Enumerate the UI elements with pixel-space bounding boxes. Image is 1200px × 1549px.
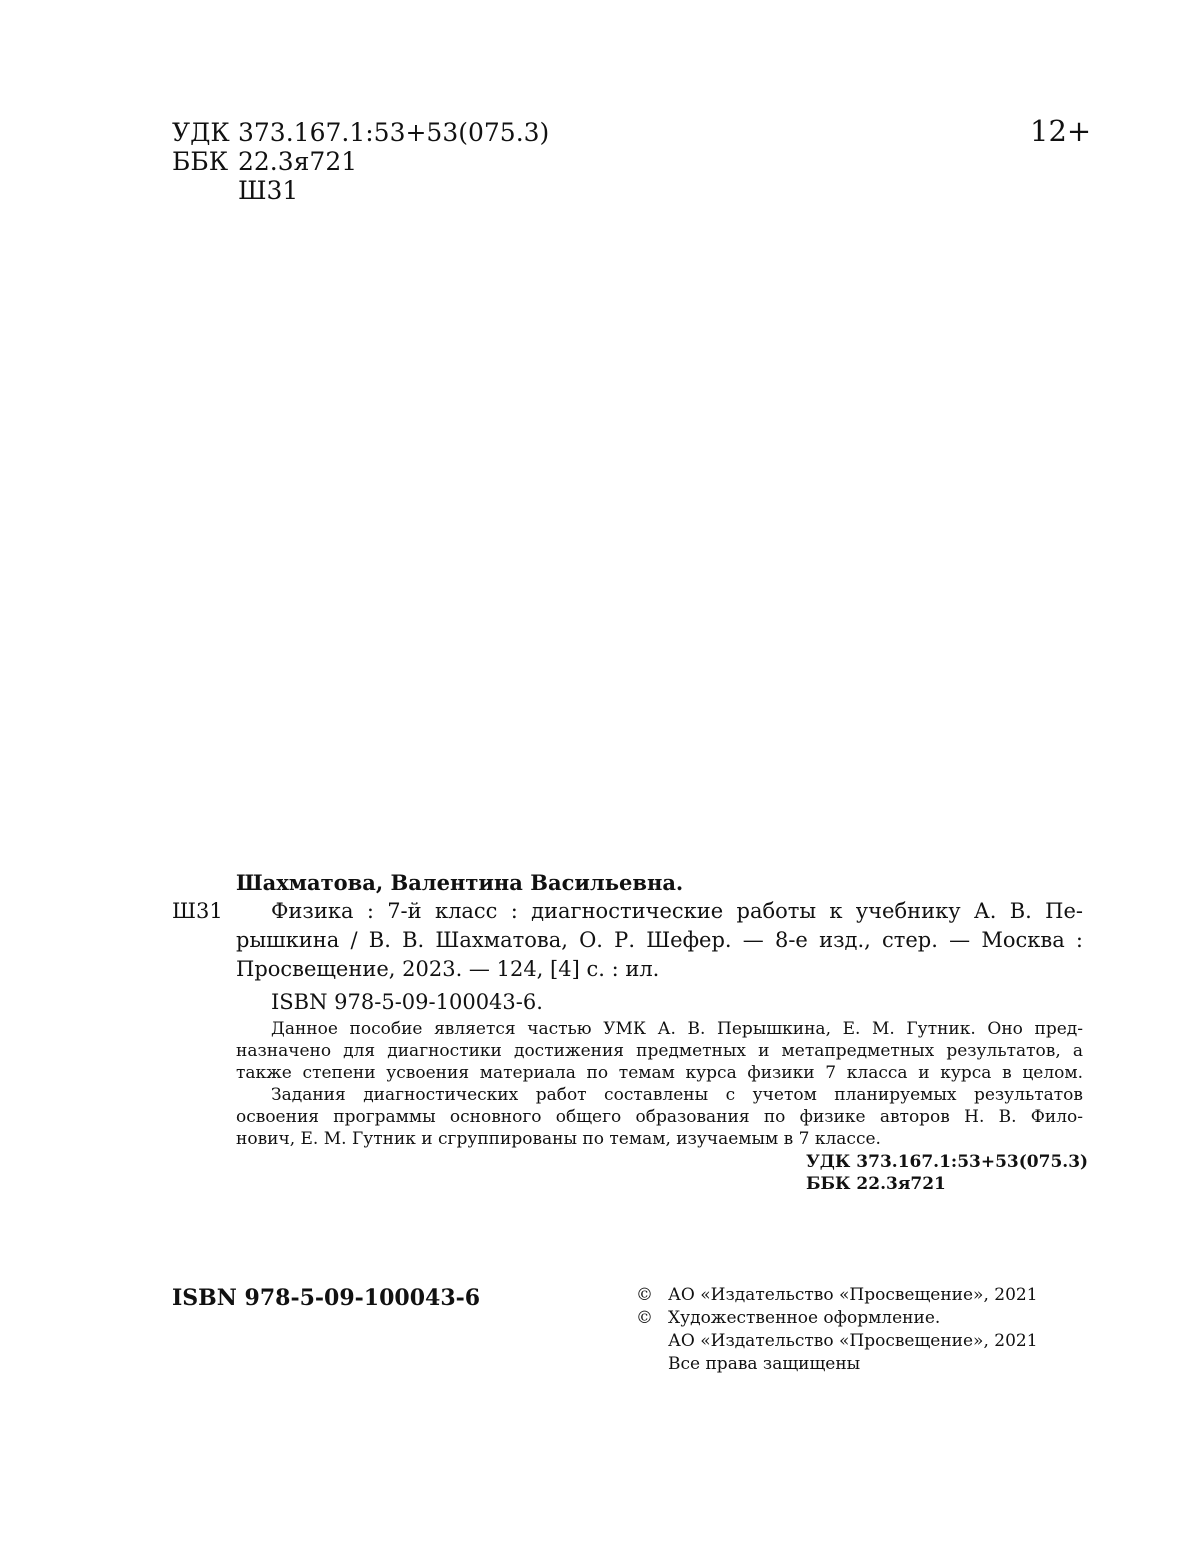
biblio-line-2: рышкина / В. В. Шахматова, О. Р. Шефер. — 8-е изд., стер. — Москва : (236, 928, 1083, 952)
record-mark: Ш31 (172, 899, 223, 923)
footer-isbn: ISBN 978-5-09-100043-6 (172, 1285, 481, 1311)
copyright-icon: © (636, 1285, 653, 1305)
bbk-label: ББК (172, 147, 229, 176)
description-line-5: освоения программы основного общего образования по физике авторов Н. В. Фило- (236, 1107, 1083, 1127)
record-isbn: ISBN 978-5-09-100043-6. (271, 990, 543, 1014)
bbk-index-right: ББК 22.3я721 (806, 1174, 946, 1194)
description-line-1: Данное пособие является частью УМК А. В. Перышкина, Е. М. Гутник. Оно пред- (271, 1019, 1083, 1039)
biblio-line-1: Физика : 7-й класс : диагностические работы к учебнику А. В. Пе- (271, 899, 1083, 923)
rights-reserved: Все права защищены (668, 1354, 861, 1374)
udk-line (172, 118, 549, 147)
biblio-line-3: Просвещение, 2023. — 124, [4] с. : ил. (236, 957, 660, 981)
classification-block (172, 118, 549, 205)
description-line-6: нович, Е. М. Гутник и сгруппированы по темам, изучаемым в 7 классе. (236, 1129, 881, 1149)
copyright-icon: © (636, 1308, 653, 1328)
description-line-4: Задания диагностических работ составлены с учетом планируемых результатов (271, 1085, 1083, 1105)
udk-label: УДК (172, 118, 230, 147)
copyright-line-2: Художественное оформление. (668, 1308, 941, 1328)
author-mark: Ш31 (238, 176, 299, 205)
bbk-line (172, 147, 549, 176)
age-rating: 12+ (1030, 114, 1092, 148)
copyright-line-3: АО «Издательство «Просвещение», 2021 (668, 1331, 1038, 1351)
udk-index-right: УДК 373.167.1:53+53(075.3) (806, 1152, 1089, 1172)
description-line-3: также степени усвоения материала по темам курса физики 7 класса и курса в целом. (236, 1063, 1083, 1083)
udk-value: 373.167.1:53+53(075.3) (238, 118, 550, 147)
author-mark-line (172, 176, 549, 205)
bbk-value: 22.3я721 (238, 147, 358, 176)
description-line-2: назначено для диагностики достижения предметных и метапредметных результатов, а (236, 1041, 1083, 1061)
copyright-line-1: АО «Издательство «Просвещение», 2021 (668, 1285, 1038, 1305)
author-heading: Шахматова, Валентина Васильевна. (236, 870, 684, 895)
